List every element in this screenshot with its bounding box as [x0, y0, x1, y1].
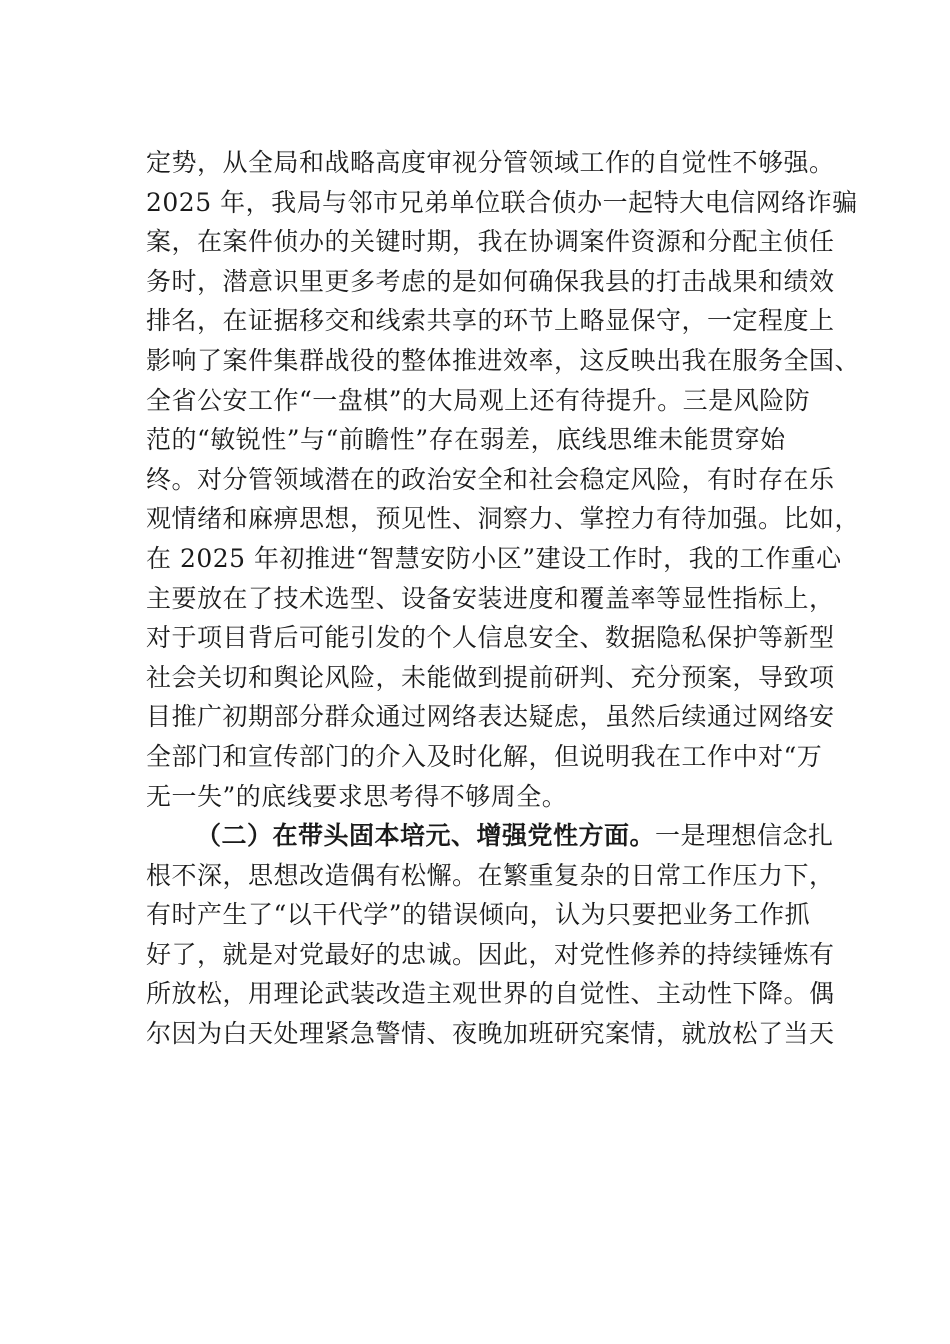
text-line: [146, 816, 846, 856]
section-heading: （二）在带头固本培元、增强党性方面。: [196, 821, 656, 851]
text-line: 根不深，思想改造偶有松懈。在繁重复杂的日常工作压力下，: [146, 860, 835, 890]
text-line: 无一失”的底线要求思考得不够周全。: [146, 781, 568, 811]
text-line: 所放松，用理论武装改造主观世界的自觉性、主动性下降。偶: [146, 979, 835, 1009]
text-line: 范的“敏锐性”与“前瞻性”存在弱差，底线思维未能贯穿始: [146, 425, 786, 455]
text-line: 全省公安工作“一盘棋”的大局观上还有待提升。三是风险防: [146, 385, 811, 415]
section-heading-continuation: 一是理想信念扎: [655, 821, 834, 851]
body-text: [146, 143, 861, 1054]
text-line: 观情绪和麻痹思想，预见性、洞察力、掌控力有待加强。比如，: [146, 504, 861, 534]
text-line: 案，在案件侦办的关键时期，我在协调案件资源和分配主侦任: [146, 227, 835, 257]
text-line: 社会关切和舆论风险，未能做到提前研判、充分预案，导致项: [146, 662, 835, 692]
text-line: 目推广初期部分群众通过网络表达疑虑，虽然后续通过网络安: [146, 702, 835, 732]
text-line: 对于项目背后可能引发的个人信息安全、数据隐私保护等新型: [146, 623, 835, 653]
text-line: 2025 年，我局与邻市兄弟单位联合侦办一起特大电信网络诈骗: [146, 187, 858, 217]
text-line: 排名，在证据移交和线索共享的环节上略显保守，一定程度上: [146, 306, 835, 336]
text-line: 尔因为白天处理紧急警情、夜晚加班研究案情，就放松了当天: [146, 1019, 835, 1049]
paragraph-1: [146, 143, 861, 816]
text-line: 务时，潜意识里更多考虑的是如何确保我县的打击战果和绩效: [146, 266, 835, 296]
text-line: 有时产生了“以干代学”的错误倾向，认为只要把业务工作抓: [146, 900, 811, 930]
text-line: 影响了案件集群战役的整体推进效率，这反映出我在服务全国、: [146, 345, 861, 375]
text-line: 定势，从全局和战略高度审视分管领域工作的自觉性不够强。: [146, 148, 835, 177]
text-line: 主要放在了技术选型、设备安装进度和覆盖率等显性指标上，: [146, 583, 835, 613]
text-line: 终。对分管领域潜在的政治安全和社会稳定风险，有时存在乐: [146, 464, 835, 494]
text-line: 好了，就是对党最好的忠诚。因此，对党性修养的持续锤炼有: [146, 939, 835, 969]
paragraph-2: [146, 816, 846, 1054]
text-line: 在 2025 年初推进“智慧安防小区”建设工作时，我的工作重心: [146, 543, 842, 573]
text-line: 全部门和宣传部门的介入及时化解，但说明我在工作中对“万: [146, 741, 823, 771]
